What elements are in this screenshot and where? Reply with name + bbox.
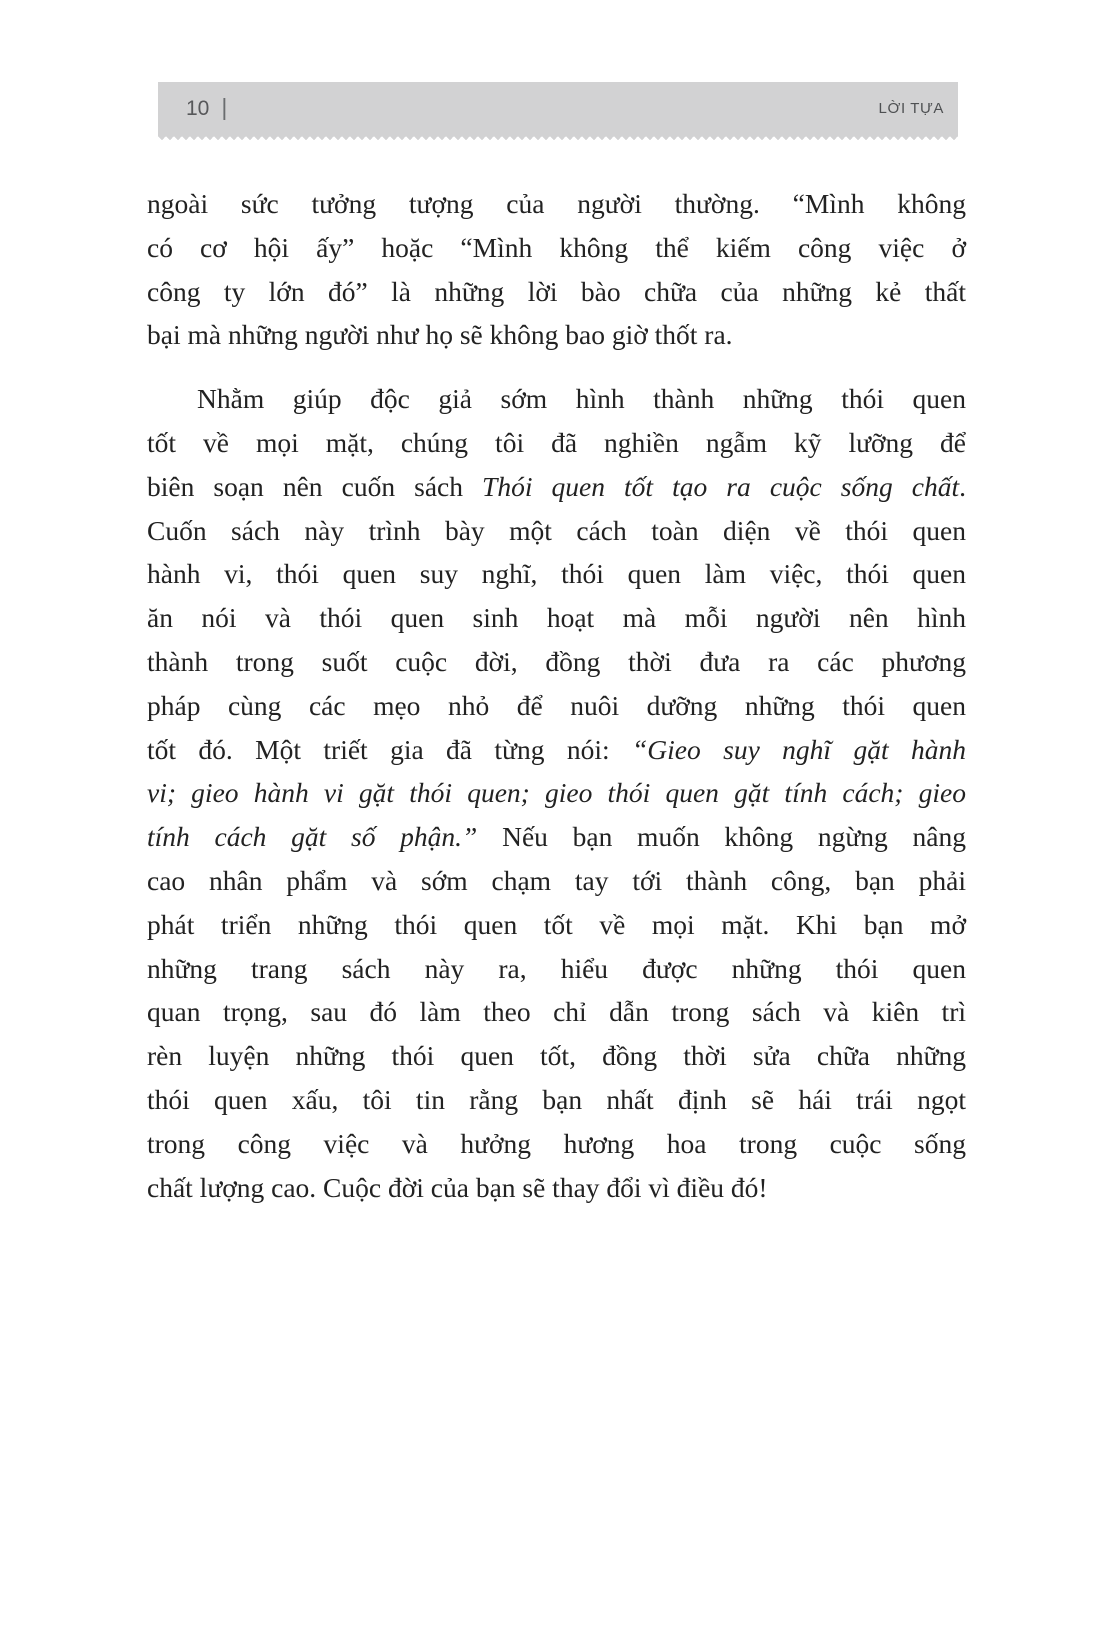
italic-text-segment: Thói quen tốt tạo ra cuộc sống chất xyxy=(482,470,960,502)
section-title: LỜI TỰA xyxy=(878,100,944,117)
text-segment: cao nhân phẩm và sớm chạm tay tới thành công, bạn phải xyxy=(147,864,966,896)
text-line xyxy=(147,859,966,903)
italic-text-segment: “Gieo suy nghĩ gặt hành xyxy=(632,733,966,765)
text-segment: những trang sách này ra, hiểu được những thói quen xyxy=(147,952,966,984)
text-line xyxy=(147,377,966,421)
italic-text-segment: tính cách gặt số phận.” xyxy=(147,821,478,853)
italic-text-segment: vi; gieo hành vi gặt thói quen; gieo thói quen gặt tính cách; gieo xyxy=(147,777,966,809)
text-line xyxy=(147,313,966,357)
text-segment: có cơ hội ấy” hoặc “Mình không thể kiếm công việc ở xyxy=(147,231,966,263)
text-segment: rèn luyện những thói quen tốt, đồng thời sửa chữa những xyxy=(147,1040,966,1072)
text-segment: chất lượng cao. Cuộc đời của bạn sẽ thay đổi vì điều đó! xyxy=(147,1171,768,1203)
text-line xyxy=(147,421,966,465)
text-line xyxy=(147,1034,966,1078)
text-line xyxy=(147,596,966,640)
text-segment: Cuốn sách này trình bày một cách toàn diện về thói quen xyxy=(147,514,966,546)
paragraph xyxy=(147,182,966,357)
body-text xyxy=(147,182,966,1209)
text-segment: ngoài sức tưởng tượng của người thường. “Mình không xyxy=(147,188,966,219)
text-line xyxy=(147,640,966,684)
text-line xyxy=(147,903,966,947)
text-line xyxy=(147,947,966,991)
page-header xyxy=(158,82,958,135)
text-line xyxy=(147,684,966,728)
text-line xyxy=(147,270,966,314)
paragraph xyxy=(147,377,966,1209)
text-line xyxy=(147,1078,966,1122)
text-line xyxy=(147,182,966,226)
text-segment: . xyxy=(959,470,967,502)
text-line xyxy=(147,1166,966,1210)
text-segment: tốt về mọi mặt, chúng tôi đã nghiền ngẫm kỹ lưỡng để xyxy=(147,426,966,458)
text-segment: biên soạn nên cuốn sách xyxy=(147,470,483,502)
page-number: 10 xyxy=(186,96,210,120)
text-line xyxy=(147,815,966,859)
text-segment: tốt đó. Một triết gia đã từng nói: xyxy=(147,733,632,765)
text-segment: trong công việc và hưởng hương hoa trong cuộc sống xyxy=(147,1127,966,1159)
header-left xyxy=(186,93,228,122)
text-segment: quan trọng, sau đó làm theo chỉ dẫn trong sách và kiên trì xyxy=(147,996,966,1028)
header-divider: | xyxy=(221,93,228,120)
text-segment: bại mà những người như họ sẽ không bao giờ thốt ra. xyxy=(147,319,733,351)
text-segment: thói quen xấu, tôi tin rằng bạn nhất định sẽ hái trái ngọt xyxy=(147,1083,966,1115)
text-line xyxy=(147,465,966,509)
text-line xyxy=(147,771,966,815)
text-segment: hành vi, thói quen suy nghĩ, thói quen làm việc, thói quen xyxy=(147,558,966,590)
text-line xyxy=(147,1122,966,1166)
text-segment: thành trong suốt cuộc đời, đồng thời đưa ra các phương xyxy=(147,645,966,677)
text-line xyxy=(147,552,966,596)
text-line xyxy=(147,226,966,270)
text-line xyxy=(147,728,966,772)
text-segment: công ty lớn đó” là những lời bào chữa của những kẻ thất xyxy=(147,275,966,307)
text-segment: Nếu bạn muốn không ngừng nâng xyxy=(477,821,966,853)
text-segment: ăn nói và thói quen sinh hoạt mà mỗi người nên hình xyxy=(147,602,966,634)
text-segment: Nhằm giúp độc giả sớm hình thành những thói quen xyxy=(197,383,966,415)
text-line xyxy=(147,990,966,1034)
text-line xyxy=(147,509,966,553)
text-segment: phát triển những thói quen tốt về mọi mặt. Khi bạn mở xyxy=(147,908,966,940)
text-segment: pháp cùng các mẹo nhỏ để nuôi dưỡng những thói quen xyxy=(147,689,966,721)
